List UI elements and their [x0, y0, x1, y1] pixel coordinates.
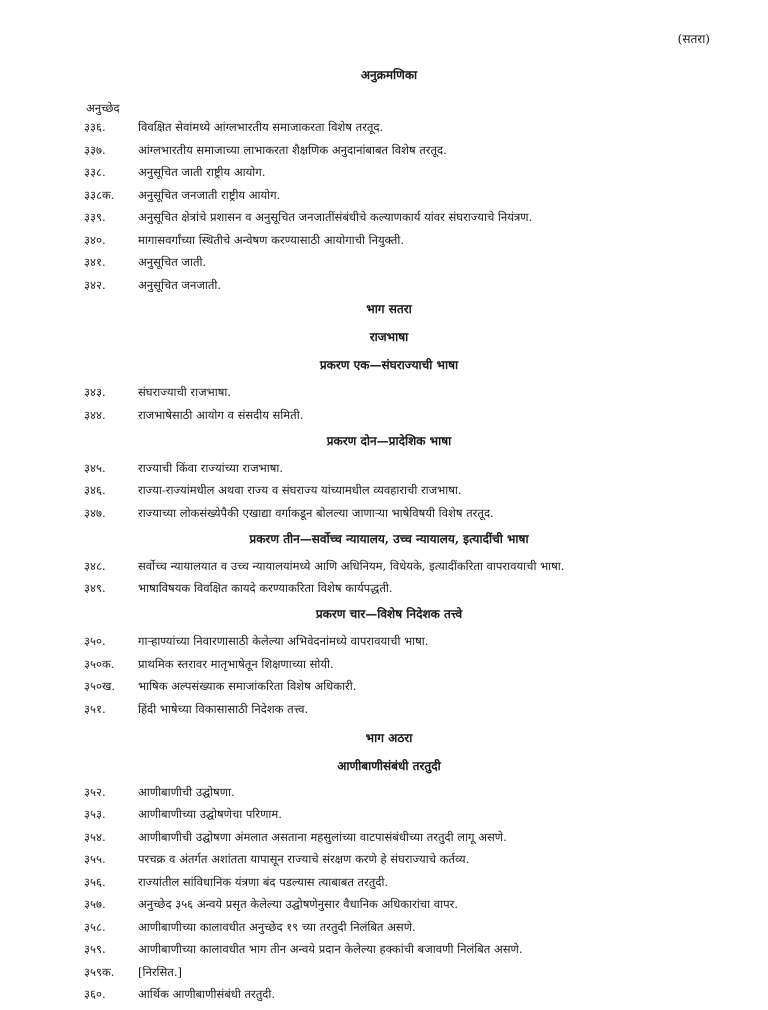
- article-number: ३५९क.: [84, 964, 115, 979]
- article-number: ३३७.: [84, 142, 106, 157]
- article-title: परचक्र व अंतर्गत अशांतता यापासून राज्याचे संरक्षण करणे हे संघराज्याचे कर्तव्य.: [138, 852, 470, 866]
- article-number: ३५९.: [84, 942, 106, 956]
- toc-row: [84, 408, 694, 423]
- article-title: राज्याची किंवा राज्यांच्या राजभाषा.: [138, 460, 284, 475]
- toc-row: [84, 165, 694, 180]
- article-title: राज्यांतील सांविधानिक यंत्रणा बंद पडल्यास त्याबाबत तरतुदी.: [138, 874, 389, 889]
- toc-row: [84, 120, 694, 135]
- article-number: ३४५.: [84, 460, 106, 475]
- article-title: संघराज्याची राजभाषा.: [138, 385, 231, 399]
- article-number: ३३८.: [84, 165, 106, 179]
- article-number: ३५१.: [84, 701, 106, 716]
- chapter-heading: प्रकरण दोन—प्रादेशिक भाषा: [326, 433, 452, 448]
- article-title: आणीबाणीच्या कालावधीत भाग तीन अन्वये प्रदान केलेल्या हक्कांची बजावणी निलंबित असणे.: [138, 942, 523, 956]
- toc-row: [84, 785, 694, 800]
- article-title: विवक्षित सेवांमध्ये आंग्लभारतीय समाजाकरता विशेष तरतूद.: [138, 120, 384, 134]
- toc-list-chapter1: [84, 385, 694, 423]
- toc-content: [84, 60, 694, 1010]
- article-number: ३३६.: [84, 120, 106, 134]
- article-number: ३५४.: [84, 829, 106, 844]
- toc-row: [84, 233, 694, 248]
- part-title: राजभाषा: [369, 330, 409, 344]
- article-number: ३३८क.: [84, 187, 115, 202]
- article-number: ३४९.: [84, 581, 106, 595]
- article-number: ३५८.: [84, 919, 106, 934]
- article-title: अनुच्छेद ३५६ अन्वये प्रसृत केलेल्या उद्घोषणेनुसार वैधानिक अधिकारांचा वापर.: [138, 897, 458, 911]
- column-label: अनुच्छेद: [86, 101, 120, 115]
- article-number: ३४३.: [84, 385, 106, 399]
- toc-row: [84, 143, 694, 158]
- toc-row: [84, 679, 694, 694]
- toc-row: [84, 852, 694, 867]
- article-title: गाऱ्हाण्यांच्या निवारणासाठी केलेल्या अभिवेदनांमध्ये वापरावयाची भाषा.: [138, 634, 429, 648]
- article-title: आणीबाणीच्या कालावधीत अनुच्छेद १९ च्या तरतुदी निलंबित असणे.: [138, 919, 416, 934]
- toc-row: [84, 461, 694, 476]
- article-number: ३४६.: [84, 483, 106, 497]
- article-title: भाषाविषयक विवक्षित कायदे करण्याकरिता विशेष कार्यपद्धती.: [138, 581, 393, 595]
- article-title: हिंदी भाषेच्या विकासासाठी निदेशक तत्त्व.: [138, 701, 309, 716]
- toc-row: [84, 830, 694, 845]
- page-title: अनुक्रमणिका: [360, 68, 418, 82]
- article-title: आणीबाणीच्या उद्घोषणेचा परिणाम.: [138, 807, 282, 821]
- toc-row: [84, 897, 694, 912]
- article-number: ३५६.: [84, 874, 106, 889]
- toc-row: [84, 807, 694, 822]
- toc-row: [84, 255, 694, 270]
- toc-list-part18: [84, 785, 694, 1003]
- article-number: ३५३.: [84, 807, 106, 821]
- toc-row: [84, 987, 694, 1002]
- article-title: राजभाषेसाठी आयोग व संसदीय समिती.: [138, 407, 304, 422]
- toc-row: [84, 483, 694, 498]
- article-title: अनुसूचित जाती राष्ट्रीय आयोग.: [138, 165, 266, 179]
- article-title: अनुसूचित जनजाती राष्ट्रीय आयोग.: [138, 187, 281, 202]
- article-number: ३५०.: [84, 634, 106, 648]
- article-title: अनुसूचित क्षेत्रांचे प्रशासन व अनुसूचित जनजातींसंबंधीचे कल्याणकार्य यांवर संघराज्याचे नियंत्रण.: [138, 210, 533, 224]
- article-title: राज्याच्या लोकसंख्येपैकी एखाद्या वर्गाकडून बोलल्या जाणाऱ्या भाषेविषयी विशेष तरतूद.: [138, 505, 494, 520]
- toc-row: [84, 278, 694, 293]
- article-title: आर्थिक आणीबाणीसंबंधी तरतुदी.: [138, 987, 276, 1001]
- article-number: ३५२.: [84, 784, 106, 799]
- article-number: ३५५.: [84, 852, 106, 866]
- toc-row: [84, 634, 694, 649]
- article-number: ३४४.: [84, 407, 106, 422]
- chapter-heading: प्रकरण एक—संघराज्याची भाषा: [319, 358, 459, 372]
- toc-row: [84, 942, 694, 957]
- article-title: [निरसित.]: [138, 964, 183, 979]
- chapter-heading: प्रकरण चार—विशेष निदेशक तत्त्वे: [315, 607, 463, 621]
- toc-list-part16: [84, 120, 694, 293]
- article-title: प्राथमिक स्तरावर मातृभाषेतून शिक्षणाच्या सोयी.: [138, 656, 334, 671]
- article-title: राज्या-राज्यांमधील अथवा राज्य व संघराज्य यांच्यामधील व्यवहाराची राजभाषा.: [138, 483, 462, 497]
- part-title: आणीबाणीसंबंधी तरतुदी: [337, 758, 441, 773]
- article-number: ३५०ख.: [84, 679, 116, 693]
- article-title: मागासवर्गांच्या स्थितीचे अन्वेषण करण्यासाठी आयोगाची नियुक्ती.: [138, 232, 404, 247]
- toc-row: [84, 702, 694, 717]
- toc-list-chapter3: [84, 559, 694, 597]
- article-number: ३४०.: [84, 232, 106, 247]
- page-number: (सतरा): [677, 32, 710, 46]
- part-label: भाग सतरा: [366, 302, 412, 316]
- toc-row: [84, 581, 694, 596]
- article-title: आणीबाणीची उद्घोषणा अंमलात असताना महसुलांच्या वाटपासंबंधीच्या तरतुदी लागू असणे.: [138, 829, 507, 844]
- article-number: ३४१.: [84, 255, 106, 269]
- toc-row: [84, 506, 694, 521]
- toc-row: [84, 875, 694, 890]
- toc-row: [84, 920, 694, 935]
- article-number: ३६०.: [84, 987, 106, 1001]
- article-number: ३५०क.: [84, 656, 115, 671]
- article-title: आंग्लभारतीय समाजाच्या लाभाकरता शैक्षणिक अनुदानांबाबत विशेष तरतूद.: [138, 142, 447, 157]
- article-number: ३३९.: [84, 210, 106, 224]
- article-title: आणीबाणीची उद्घोषणा.: [138, 784, 235, 799]
- article-number: ३५७.: [84, 897, 106, 911]
- article-number: ३४८.: [84, 558, 106, 573]
- toc-row: [84, 559, 694, 574]
- toc-list-chapter4: [84, 634, 694, 717]
- toc-list-chapter2: [84, 461, 694, 521]
- article-title: सर्वोच्च न्यायालयात व उच्च न्यायालयांमध्ये आणि अधिनियम, विधेयके, इत्यादींकरिता वापरावयाची भाषा.: [138, 558, 565, 573]
- article-number: ३४७.: [84, 505, 106, 520]
- article-title: अनुसूचित जनजाती.: [138, 277, 222, 292]
- article-number: ३४२.: [84, 277, 106, 292]
- toc-row: [84, 965, 694, 980]
- article-title: अनुसूचित जाती.: [138, 255, 207, 269]
- part-label: भाग अठरा: [365, 730, 413, 745]
- toc-row: [84, 657, 694, 672]
- chapter-heading: प्रकरण तीन—सर्वोच्च न्यायालय, उच्च न्यायालय, इत्यादींची भाषा: [249, 531, 529, 546]
- toc-row: [84, 188, 694, 203]
- toc-row: [84, 210, 694, 225]
- toc-row: [84, 385, 694, 400]
- article-title: भाषिक अल्पसंख्याक समाजांकरिता विशेष अधिकारी.: [138, 679, 357, 693]
